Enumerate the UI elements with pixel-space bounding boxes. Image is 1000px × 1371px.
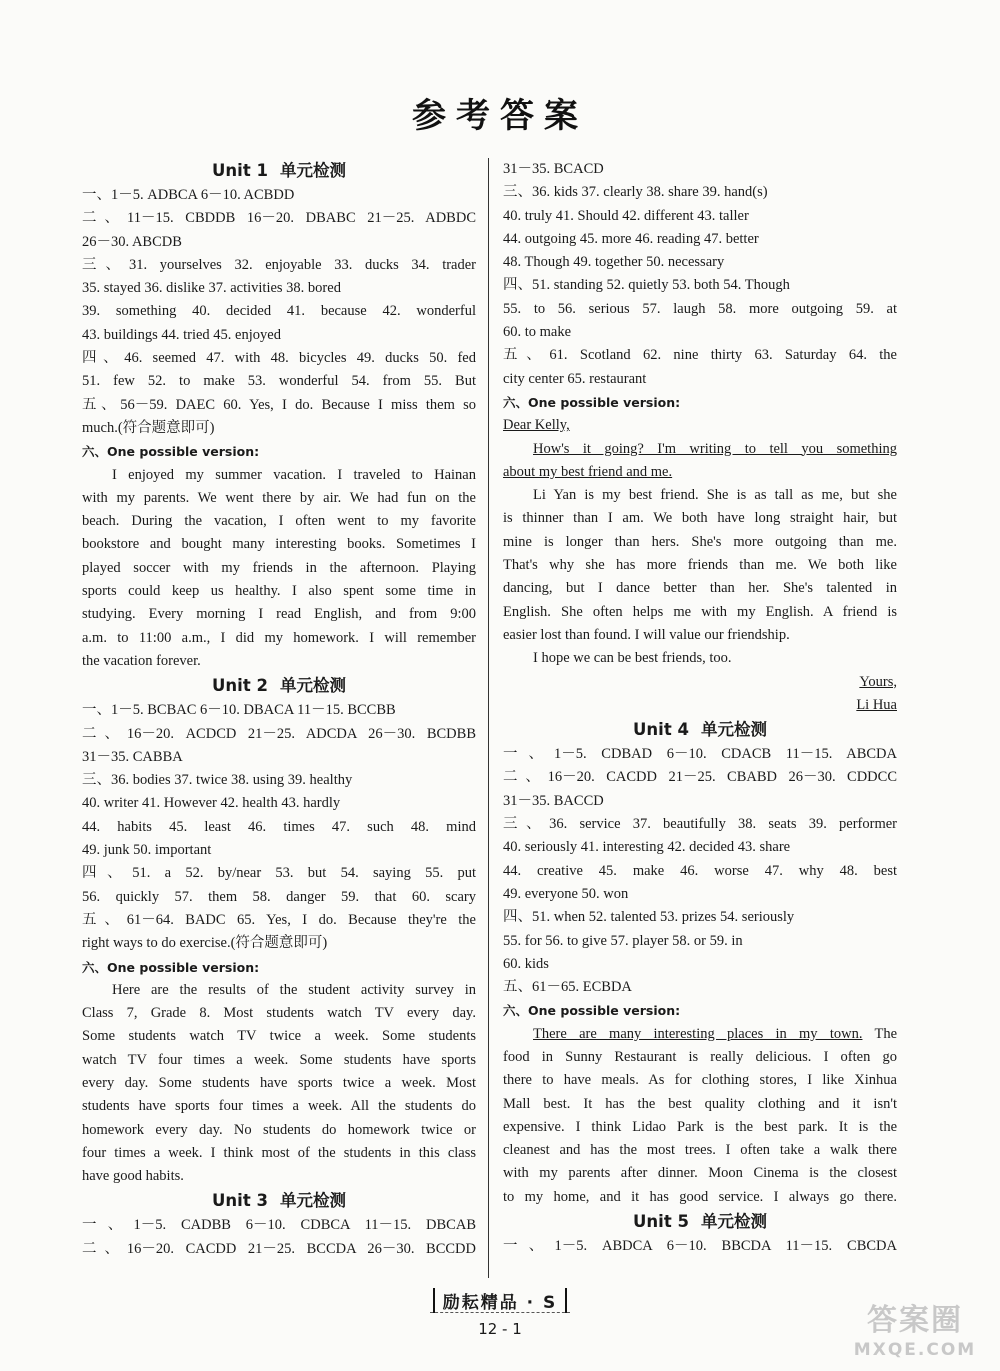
essay-line: played soccer with my friends in the afternoon. Playing (82, 559, 476, 576)
unit-4-heading: Unit 4 单元检测 (633, 720, 767, 740)
letter-salutation: Dear Kelly, (503, 417, 570, 434)
essay-label: 六、One possible version: (503, 394, 681, 410)
answer-line: 49. junk 50. important (82, 842, 212, 859)
essay-label: 六、One possible version: (82, 959, 260, 975)
essay-line: expensive. I think Lidao Park is the best park. It is the (503, 1118, 897, 1135)
right-column (503, 158, 897, 1258)
answer-line: 60. kids (503, 955, 549, 972)
essay-line: every day. Some students have sports twice a week. Most (82, 1074, 476, 1091)
answer-line: 四、51. a 52. by/near 53. but 54. saying 55. put (82, 865, 476, 882)
answer-line: 二、11－15. CBDDB 16－20. DBABC 21－25. ADBDC (82, 210, 476, 227)
essay-topic-sentence: There are many interesting places in my town. (533, 1025, 863, 1042)
letter-line: That's why she has more friends than me. We both like (503, 557, 897, 574)
essay-label: 六、One possible version: (82, 444, 260, 460)
essay-line: four times a week. I think most of the students in this class (82, 1144, 476, 1161)
letter-signature: Li Hua (856, 696, 897, 713)
essay-line: Mall best. It has the best quality clothing and it isn't (503, 1095, 897, 1112)
unit-5-answers (503, 1235, 897, 1258)
answer-line: 51. few 52. to make 53. wonderful 54. from 55. But (82, 373, 476, 390)
left-column (82, 158, 476, 1261)
answer-line: 三、31. yourselves 32. enjoyable 33. ducks 34. trader (82, 256, 476, 273)
essay-line: homework every day. No students do homework twice or (82, 1121, 476, 1138)
essay-line: there to have meals. As for clothing stores, I like Xinhua (503, 1072, 897, 1089)
answer-line: 44. habits 45. least 46. times 47. such 48. mind (82, 818, 476, 835)
answer-line: 26－30. ABCDB (82, 233, 182, 250)
page-number: 12 - 1 (478, 1320, 522, 1338)
essay-line: studying. Every morning I read English, and from 9:00 (82, 606, 476, 623)
essay-line: bookstore and bought many interesting books. Sometimes I (82, 536, 476, 553)
unit-5-heading: Unit 5 单元检测 (633, 1212, 767, 1232)
essay-line: with my parents. We went there by air. We had fun on the (82, 489, 476, 506)
essay-line: Some students watch TV twice a week. Some students (82, 1028, 476, 1045)
essay-line: have good habits. (82, 1168, 184, 1185)
unit-3-heading: Unit 3 单元检测 (212, 1191, 346, 1211)
essay-line: a.m. to 11:00 a.m., I did my homework. I will remember (82, 629, 476, 646)
answer-line: 一、1－5. CDBAD 6－10. CDACB 11－15. ABCDA (503, 746, 897, 763)
essay-line: watch TV four times a week. Some students have sports (82, 1051, 476, 1068)
essay-line: beach. During the vacation, I often went to my favorite (82, 513, 476, 530)
letter-line: easier lost than found. I will value our friendship. (503, 626, 790, 643)
answer-line: 43. buildings 44. tried 45. enjoyed (82, 326, 281, 343)
essay-label: 六、One possible version: (503, 1003, 681, 1019)
letter-line: mine is longer than hers. She's more outgoing than me. (503, 533, 897, 550)
column-divider (488, 158, 489, 1278)
answer-line: 五、61－64. BADC 65. Yes, I do. Because they're the (82, 911, 476, 928)
unit-3-answers-left (82, 1214, 476, 1261)
essay-line: food in Sunny Restaurant is really delicious. I often go (503, 1048, 897, 1065)
essay-line: to my home, and it has good service. I always go there. (503, 1188, 897, 1205)
unit-2-answers (82, 699, 476, 955)
answer-line: 二、16－20. CACDD 21－25. BCCDA 26－30. BCCDD (82, 1240, 476, 1257)
letter-opening: How's it going? I'm writing to tell you something (533, 440, 897, 457)
answer-line: 三、36. bodies 37. twice 38. using 39. healthy (82, 772, 353, 789)
answer-line: 四、46. seemed 47. with 48. bicycles 49. ducks 50. fed (82, 350, 476, 367)
answer-line: 二、16－20. CACDD 21－25. CBABD 26－30. CDDCC (503, 769, 897, 786)
essay-line: Here are the results of the student activity survey in (112, 981, 476, 998)
letter-signoff: Yours, (859, 673, 897, 690)
answer-line: 55. for 56. to give 57. player 58. or 59. in (503, 932, 743, 949)
answer-line: 35. stayed 36. dislike 37. activities 38. bored (82, 280, 341, 297)
answer-line: 31－35. BCACD (503, 161, 604, 177)
essay-line: the vacation forever. (82, 652, 201, 669)
answer-line: 60. to make (503, 324, 572, 341)
essay-line: cleanest and has the most trees. I often take a walk there (503, 1142, 897, 1159)
answer-line: 二、16－20. ACDCD 21－25. ADCDA 26－30. BCDBB (82, 725, 476, 742)
letter-line: is thinner than I am. We both have long straight hair, but (503, 510, 897, 527)
answer-line: 三、36. kids 37. clearly 38. share 39. hand(s) (503, 184, 768, 201)
unit-2-essay (82, 979, 476, 1189)
answer-line: 一、1－5. ADBCA 6－10. ACBDD (82, 187, 295, 203)
answer-line: 40. writer 41. However 42. health 43. hardly (82, 795, 341, 812)
answer-line: 48. Though 49. together 50. necessary (503, 254, 725, 271)
answer-line: right ways to do exercise.(符合题意即可) (82, 935, 328, 952)
answer-line: 五、61. Scotland 62. nine thirty 63. Saturday 64. the (503, 347, 897, 364)
answer-line: 三、36. service 37. beautifully 38. seats 39. performer (503, 816, 897, 833)
letter-line: English. She often helps me with my English. A friend is (503, 603, 897, 620)
letter-closing: I hope we can be best friends, too. (533, 650, 732, 667)
unit-3-answers-right (503, 158, 897, 391)
essay-line: Class 7, Grade 8. Most students watch TV every day. (82, 1005, 476, 1022)
unit-2-heading: Unit 2 单元检测 (212, 676, 346, 696)
answer-line: 五、56－59. DAEC 60. Yes, I do. Because I miss them so (82, 396, 476, 413)
watermark-logo: 答案圈 (867, 1303, 963, 1338)
essay-line: sports could keep us healthy. I also spent some time in (82, 583, 476, 600)
unit-4-answers (503, 743, 897, 999)
unit-1-essay (82, 464, 476, 674)
watermark-url: MXQE.COM (853, 1340, 977, 1360)
answer-line: 49. everyone 50. won (503, 885, 629, 902)
unit-1-answers (82, 184, 476, 440)
answer-line: 31－35. CABBA (82, 748, 183, 765)
answer-line: 一、1－5. ABDCA 6－10. BBCDA 11－15. CBCDA (503, 1238, 897, 1255)
essay-line: I enjoyed my summer vacation. I traveled to Hainan (112, 466, 476, 483)
footer-brand: 励耘精品 · S (0, 1288, 1000, 1313)
answer-line: 一、1－5. CADBB 6－10. CDBCA 11－15. DBCAB (82, 1217, 476, 1234)
unit-1-heading: Unit 1 单元检测 (212, 161, 346, 180)
unit-4-essay (503, 1023, 897, 1209)
essay-line: students have sports four times a week. All the students do (82, 1098, 476, 1115)
answer-line: 一、1－5. BCBAC 6－10. DBACA 11－15. BCCBB (82, 702, 396, 719)
answer-line: 55. to 56. serious 57. laugh 58. more outgoing 59. at (503, 300, 897, 317)
letter-opening: about my best friend and me. (503, 463, 673, 480)
answer-line: 五、61－65. ECBDA (503, 979, 632, 996)
unit-3-letter (503, 414, 897, 717)
answer-line: 40. seriously 41. interesting 42. decided 43. share (503, 839, 791, 856)
essay-line: with my parents after dinner. Moon Cinema is the closest (503, 1165, 897, 1182)
page-title: 参考答案 (412, 96, 588, 136)
answer-line: 44. outgoing 45. more 46. reading 47. better (503, 230, 759, 247)
answer-line: 44. creative 45. make 46. worse 47. why 48. best (503, 862, 897, 879)
letter-line: Li Yan is my best friend. She is as tall as me, but she (533, 487, 897, 504)
essay-line: There are many interesting places in my town. The (533, 1025, 897, 1042)
answer-line: 40. truly 41. Should 42. different 43. taller (503, 207, 749, 224)
letter-line: dancing, but I dance better than her. She's talented in (503, 580, 897, 597)
answer-line: much.(符合题意即可) (82, 419, 215, 436)
answer-line: 31－35. BACCD (503, 792, 604, 809)
answer-line: 四、51. standing 52. quietly 53. both 54. Though (503, 277, 790, 294)
answer-line: 四、51. when 52. talented 53. prizes 54. seriously (503, 909, 795, 926)
answer-line: 39. something 40. decided 41. because 42. wonderful (82, 303, 476, 320)
answer-line: 56. quickly 57. them 58. danger 59. that 60. scary (82, 888, 476, 905)
answer-line: city center 65. restaurant (503, 370, 647, 387)
watermark (840, 1303, 990, 1365)
footer-divider (430, 1312, 570, 1314)
